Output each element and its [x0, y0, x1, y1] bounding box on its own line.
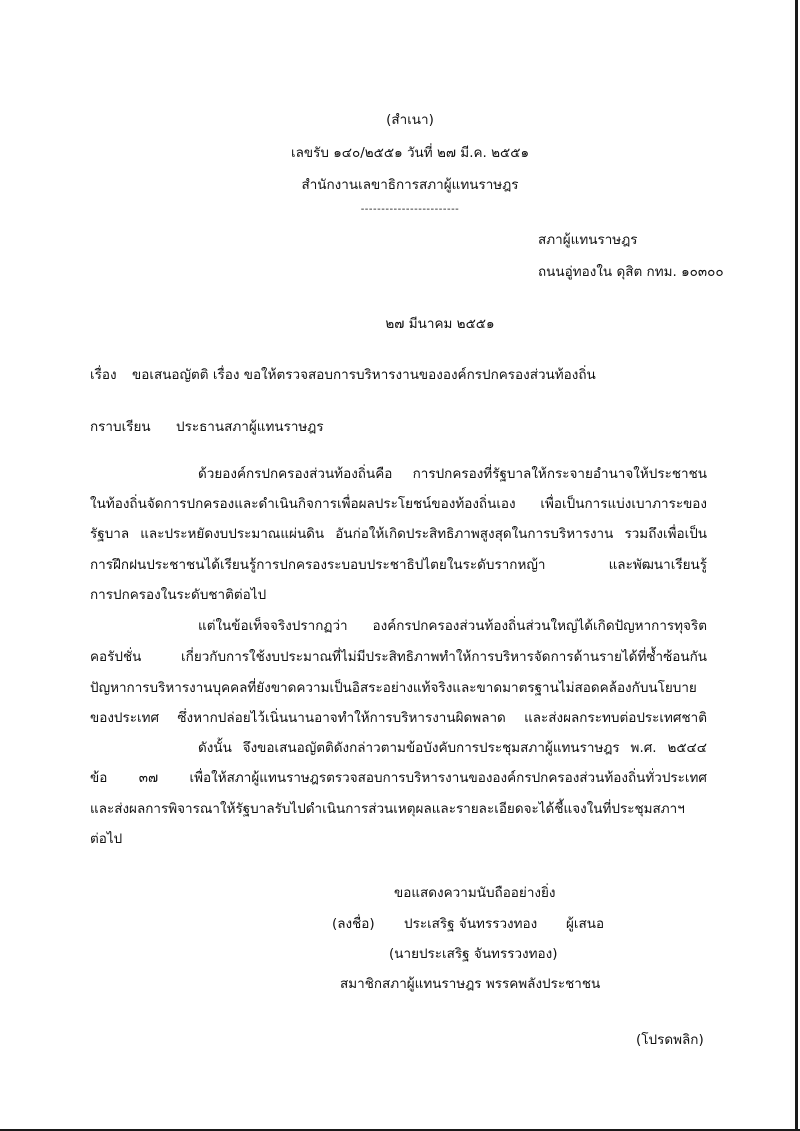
salutation-text: ประธานสภาผู้แทนราษฎร — [176, 419, 324, 435]
address-line-2: ถนนอู่ทองใน ดุสิต กทม. ๑๐๓๐๐ — [538, 264, 724, 280]
subject-text: ขอเสนอญัตติ เรื่อง ขอให้ตรวจสอบการบริหารงานขององค์กรปกครองส่วนท้องถิ่น — [132, 367, 596, 383]
salutation-label: กราบเรียน — [90, 419, 151, 435]
receipt-line: เลขรับ ๑๔๐/๒๕๕๑ วันที่ ๒๗ มี.ค. ๒๕๕๑ — [290, 145, 530, 161]
paragraph-3-line: ต่อไป — [90, 831, 123, 847]
paragraph-3-line: และส่งผลการพิจารณาให้รัฐบาลรับไปดำเนินการส่วนเหตุผลและรายละเอียดจะได้ชี้แจงในที่ประชุมสภาฯ — [90, 801, 685, 817]
paragraph-1-line: ในท้องถิ่นจัดการปกครองและดำเนินกิจการเพื่อผลประโยชน์ของท้องถิ่นเอง เพื่อเป็นการแบ่งเบาภาระของ — [90, 496, 707, 512]
address-line-1: สภาผู้แทนราษฎร — [538, 232, 638, 248]
closing-respect: ขอแสดงความนับถืออย่างยิ่ง — [394, 885, 556, 901]
turn-over-note: (โปรดพลิก) — [636, 1032, 704, 1048]
printed-name: (นายประเสริฐ จันทรรวงทอง) — [389, 946, 558, 962]
document-date: ๒๗ มีนาคม ๒๕๕๑ — [385, 316, 495, 332]
paragraph-1-line: การฝึกฝนประชาชนได้เรียนรู้การปกครองระบอบประชาธิปไตยในระดับรากหญ้า และพัฒนาเรียนรู้ — [90, 557, 707, 573]
paragraph-2-line: ปัญหาการบริหารงานบุคคลที่ยังขาดความเป็นอิสระอย่างแท้จริงและขาดมาตรฐานไม่สอดคล้องกับนโยบาย — [90, 680, 697, 696]
scan-edge-right — [795, 0, 798, 1131]
subject-label: เรื่อง — [90, 367, 117, 383]
header-divider: ------------------------ — [360, 204, 460, 215]
paragraph-2-line: คอรัปชั่น เกี่ยวกับการใช้งบประมาณที่ไม่มีประสิทธิภาพทำให้การบริหารจัดการด้านรายได้ที่ซ้ำซ้อนกัน — [90, 649, 707, 665]
paragraph-1-line: รัฐบาล และประหยัดงบประมาณแผ่นดิน อันก่อให้เกิดประสิทธิภาพสูงสุดในการบริหารงาน รวมถึงเพื่อเป็น — [90, 526, 707, 542]
paragraph-3-line: ดังนั้น จึงขอเสนอญัตติดังกล่าวตามข้อบังคับการประชุมสภาผู้แทนราษฎร พ.ศ. ๒๕๔๔ — [198, 740, 707, 756]
paragraph-1-line: การปกครองในระดับชาติต่อไป — [90, 587, 267, 603]
signer-position: สมาชิกสภาผู้แทนราษฎร พรรคพลังประชาชน — [340, 976, 601, 992]
signer-role: ผู้เสนอ — [566, 916, 605, 932]
paragraph-2-line: แต่ในข้อเท็จจริงปรากฏว่า องค์กรปกครองส่วนท้องถิ่นส่วนใหญ่ได้เกิดปัญหาการทุจริต — [198, 618, 707, 634]
signature-label: (ลงชื่อ) — [332, 916, 375, 932]
copy-mark: (สำเนา) — [386, 112, 434, 128]
office-name: สำนักงานเลขาธิการสภาผู้แทนราษฎร — [301, 177, 519, 193]
paragraph-3-line: ข้อ ๓๗ เพื่อให้สภาผู้แทนราษฎรตรวจสอบการบริหารงานขององค์กรปกครองส่วนท้องถิ่นทั่วประเทศ — [90, 770, 707, 786]
paragraph-1-line: ด้วยองค์กรปกครองส่วนท้องถิ่นคือ การปกครองที่รัฐบาลให้กระจายอำนาจให้ประชาชน — [198, 466, 707, 482]
paragraph-2-line: ของประเทศ ซึ่งหากปล่อยไว้เนิ่นนานอาจทำให้การบริหารงานผิดพลาด และส่งผลกระทบต่อประเทศชาติ — [90, 710, 707, 726]
signer-name: ประเสริฐ จันทรรวงทอง — [404, 916, 538, 932]
